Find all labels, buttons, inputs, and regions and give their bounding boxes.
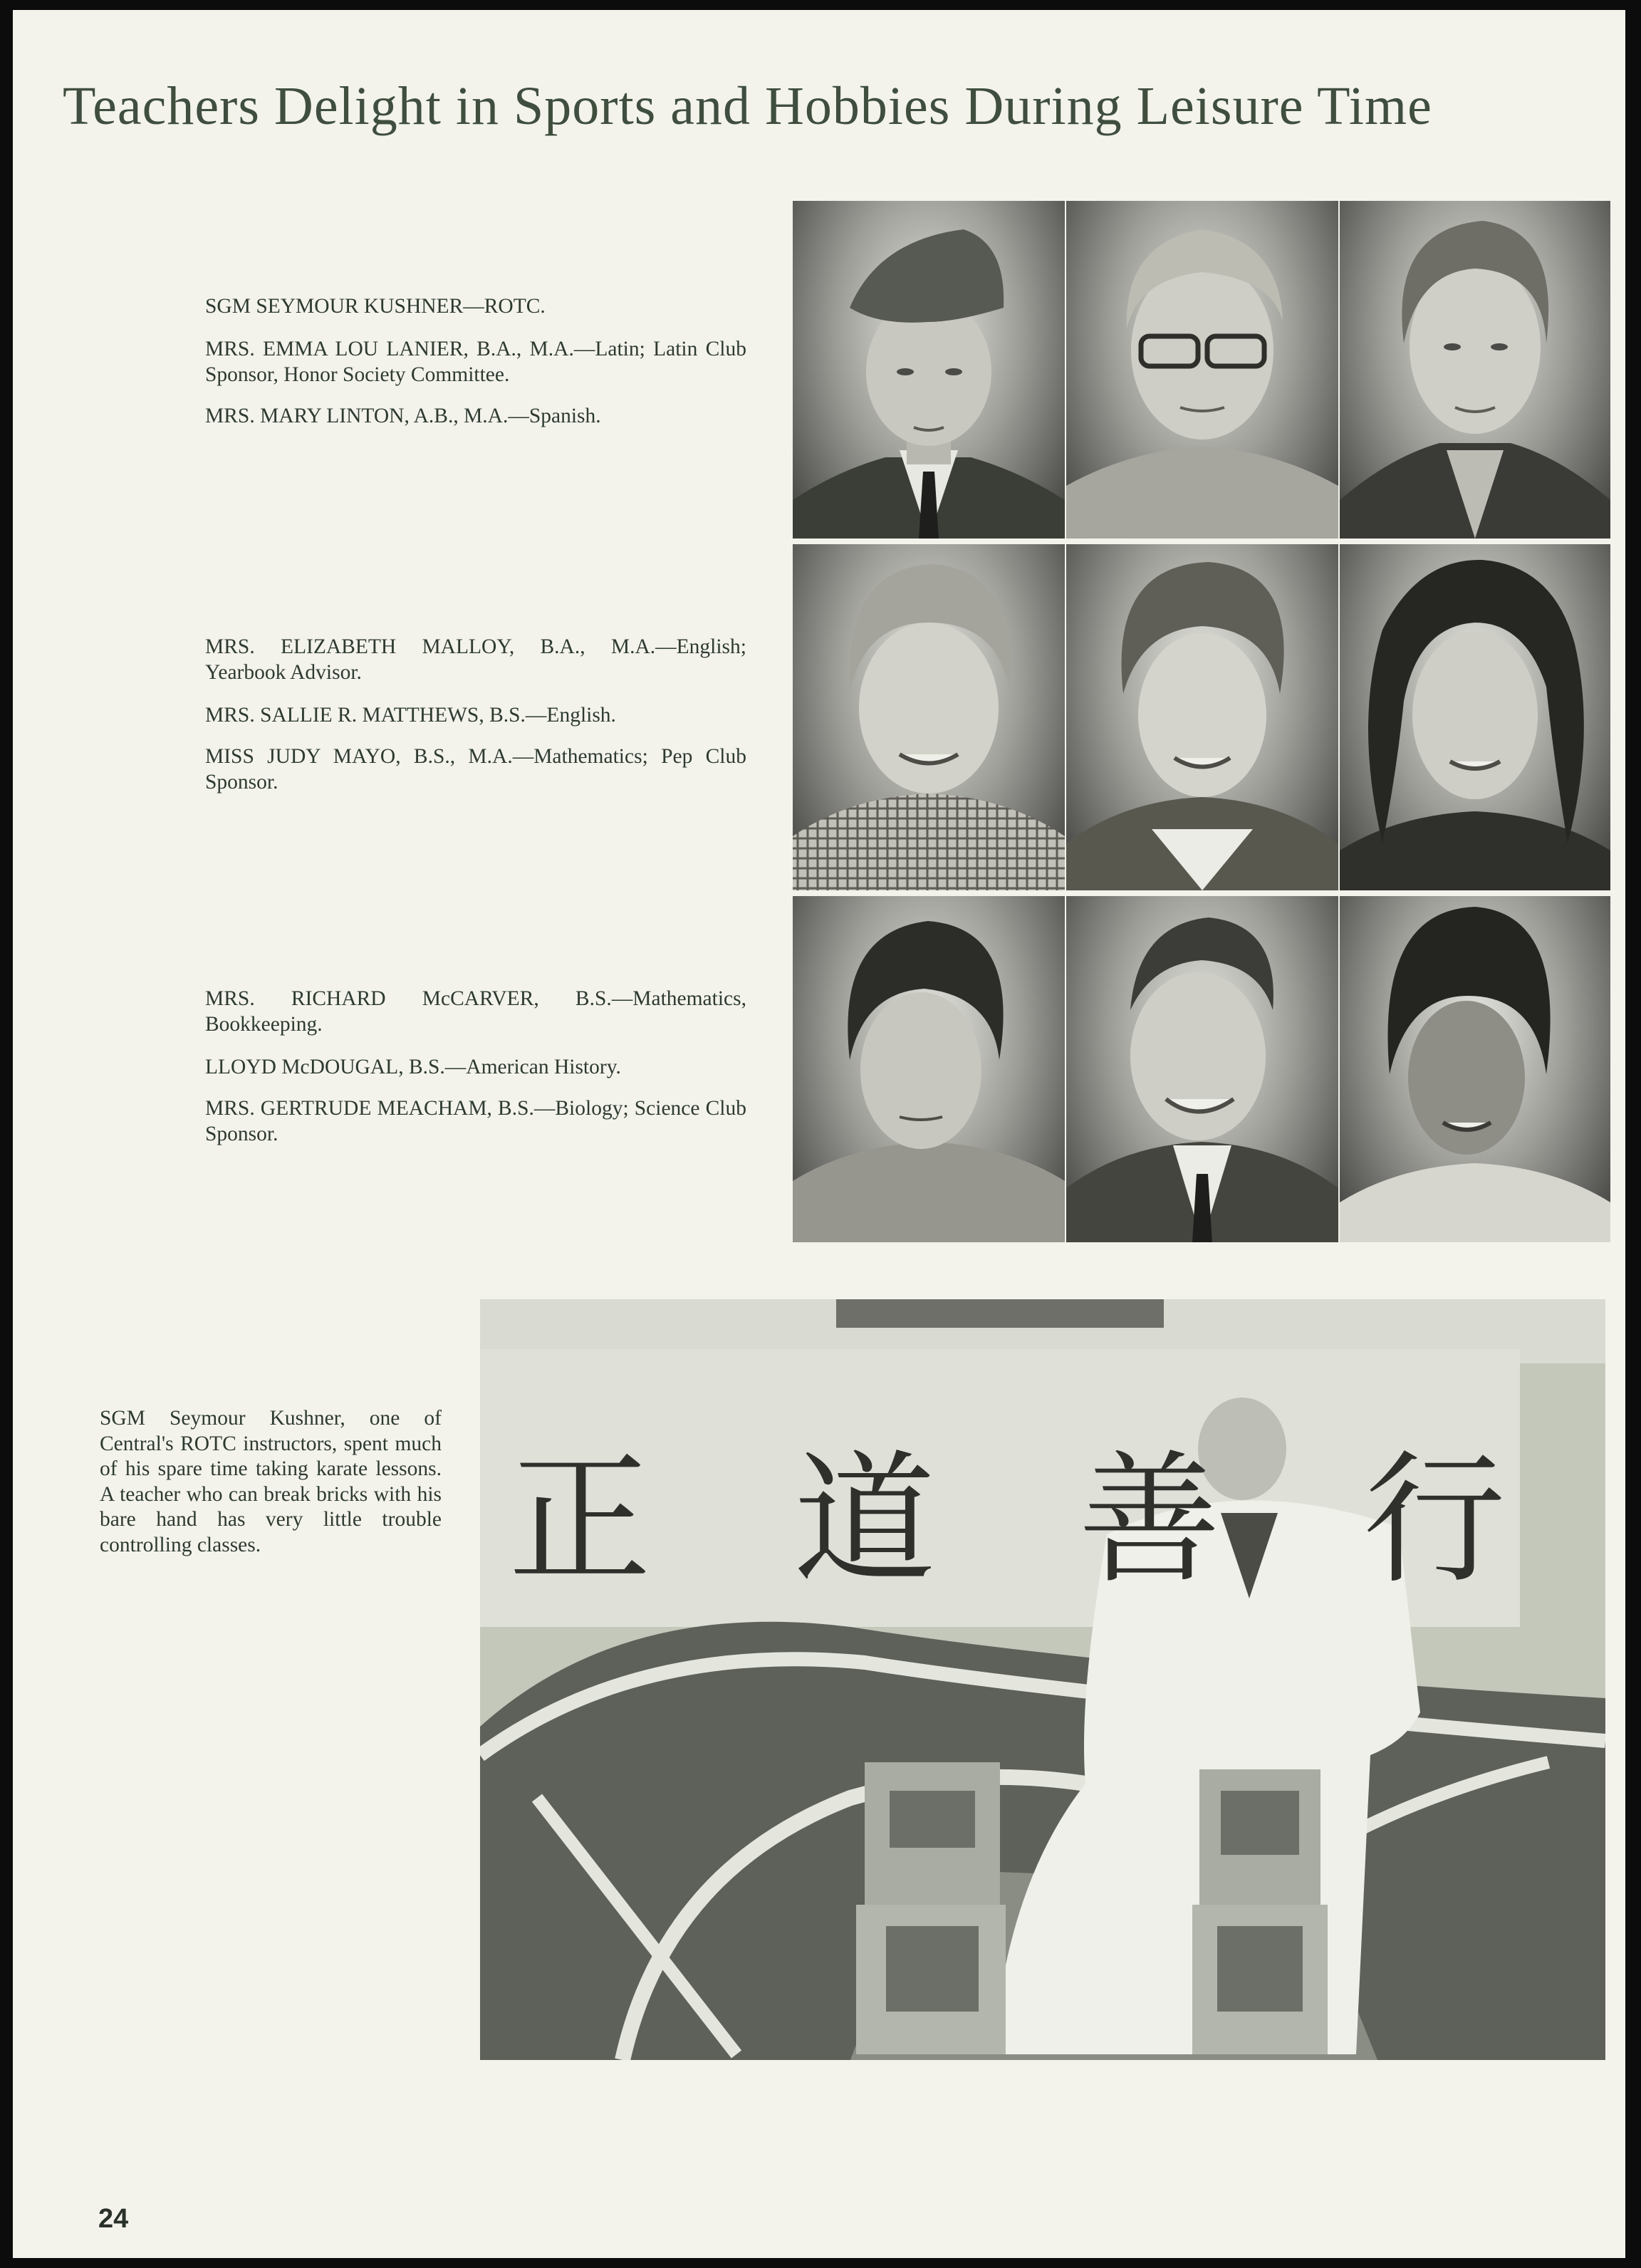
portrait-malloy xyxy=(793,544,1065,890)
yearbook-page xyxy=(13,10,1625,2258)
page-title: Teachers Delight in Sports and Hobbies During Leisure Time xyxy=(63,76,1432,136)
banner-character: 善 xyxy=(1078,1437,1221,1603)
faculty-entry: MRS. RICHARD McCARVER, B.S.—Mathematics, Bookkeeping. xyxy=(205,987,746,1036)
portrait-lanier xyxy=(1066,201,1338,539)
faculty-list-row-2 xyxy=(205,634,746,812)
banner-character: 行 xyxy=(1363,1437,1506,1603)
portrait-matthews xyxy=(1066,544,1338,890)
faculty-entry: LLOYD McDOUGAL, B.S.—American History. xyxy=(205,1056,621,1078)
banner-character: 正 xyxy=(509,1437,652,1603)
karate-photo-caption: SGM Seymour Kushner, one of Central's ROTC instructors, spent much of his spare time taking karate lessons. A teacher who can break bricks with his bare hand has very little trouble controlling classes. xyxy=(100,1407,442,1556)
portrait-mccarver xyxy=(793,896,1065,1242)
faculty-entry: MRS. GERTRUDE MEACHAM, B.S.—Biology; Science Club Sponsor. xyxy=(205,1097,746,1145)
portrait-linton xyxy=(1340,201,1610,539)
portrait-kushner xyxy=(793,201,1065,539)
faculty-entry: MRS. EMMA LOU LANIER, B.A., M.A.—Latin; Latin Club Sponsor, Honor Society Committee. xyxy=(205,338,746,386)
faculty-list-row-1 xyxy=(205,293,746,446)
faculty-entry: MRS. ELIZABETH MALLOY, B.A., M.A.—English; Yearbook Advisor. xyxy=(205,635,746,684)
portrait-mcdougal xyxy=(1066,896,1338,1242)
faculty-entry: MRS. SALLIE R. MATTHEWS, B.S.—English. xyxy=(205,704,616,727)
portrait-mayo xyxy=(1340,544,1610,890)
banner-character: 道 xyxy=(793,1437,936,1603)
page-number: 24 xyxy=(98,2204,129,2234)
faculty-entry: MRS. MARY LINTON, A.B., M.A.—Spanish. xyxy=(205,405,601,427)
banner-calligraphy xyxy=(509,1406,1506,1611)
karate-photo xyxy=(480,1299,1605,2060)
faculty-entry: MISS JUDY MAYO, B.S., M.A.—Mathematics; Pep Club Sponsor. xyxy=(205,745,746,794)
portrait-meacham xyxy=(1340,896,1610,1242)
faculty-entry: SGM SEYMOUR KUSHNER—ROTC. xyxy=(205,295,546,318)
faculty-portrait-grid xyxy=(793,201,1610,1259)
faculty-list-row-3 xyxy=(205,986,746,1164)
